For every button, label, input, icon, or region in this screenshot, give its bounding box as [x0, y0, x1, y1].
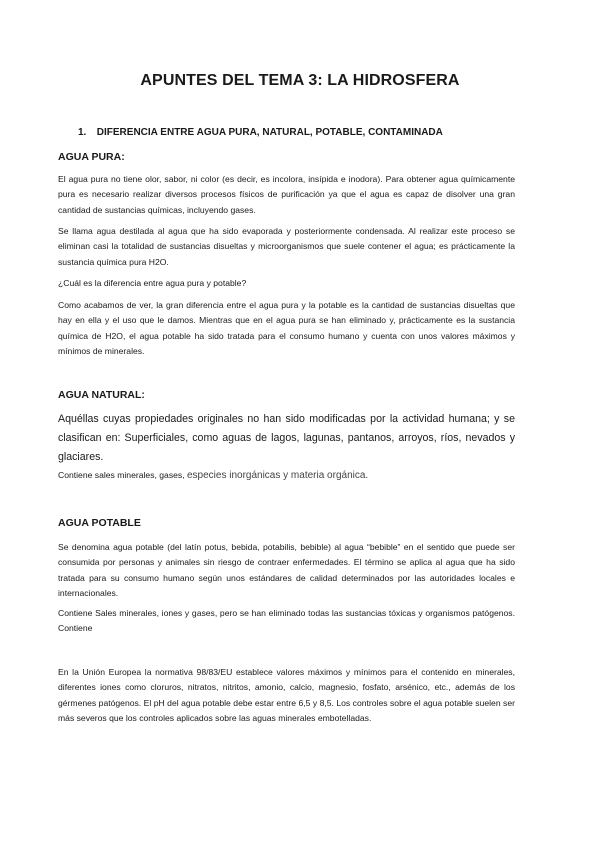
agua-potable-paragraph-1: Se denomina agua potable (del latín potus, bebida, potabilis, bebible) al agua “bebible” en el sentido que puede ser consumida por personas y animales sin riesgo de contraer enfermedades. El término se aplica al agua que ha sido tratada para su consumo humano según unos estándares de calidad determinados por las autoridades locales e internacionales.: [58, 542, 515, 598]
section-number: 1.: [78, 127, 87, 138]
section-heading-text: DIFERENCIA ENTRE AGUA PURA, NATURAL, POTABLE, CONTAMINADA: [96, 127, 443, 138]
section-heading: [78, 127, 443, 138]
agua-pura-paragraph-1: El agua pura no tiene olor, sabor, ni color (es decir, es incolora, insípida e inodora). Para obtener agua químicamente pura es necesario realizar diversos procesos físicos de purificación ya que el agua es capaz de disolver una gran cantidad de sustancias químicas, incluyendo gases.: [58, 174, 515, 215]
agua-potable-paragraph-2: Contiene Sales minerales, iones y gases, pero se han eliminado todas las sustancias tóxicas y organismos patógenos. Contiene: [58, 608, 515, 634]
agua-pura-question: ¿Cuál es la diferencia entre agua pura y potable?: [58, 278, 247, 288]
agua-natural-paragraph-2: [58, 468, 515, 483]
agua-pura-paragraph-3: Como acabamos de ver, la gran diferencia entre el agua pura y la potable es la cantidad de sustancias disueltas que hay en ella y el uso que le damos. Mientras que en el agua pura se han eliminado y, prácticamente es la sustancia química de H2O, el agua potable ha sido tratada para el consumo humano y cuenta con unos valores máximos y mínimos de minerales.: [58, 300, 515, 356]
agua-potable-paragraph-3: En la Unión Europea la normativa 98/83/EU establece valores máximos y mínimos para el contenido en minerales, diferentes iones como cloruros, nitratos, nitritos, amonio, calcio, magnesio, fosfato, arsénico, etc., además de los gérmenes patógenos. El pH del agua potable debe estar entre 6,5 y 8,5. Los controles sobre el agua potable suelen ser más severos que los controles aplicados sobre las aguas minerales embotelladas.: [58, 667, 515, 723]
agua-natural-paragraph-2-part-b: especies inorgánicas y materia orgánica.: [186, 470, 369, 481]
agua-natural-paragraph-1: Aquéllas cuyas propiedades originales no han sido modificadas por la actividad humana; y se clasifican en: Superficiales, como aguas de lagos, lagunas, pantanos, arroyos, ríos, nevados y glaciares.: [58, 413, 515, 463]
agua-natural-paragraph-2-part-a: Contiene sales minerales, gases,: [58, 470, 187, 480]
agua-potable-heading: AGUA POTABLE: [58, 517, 141, 529]
document-title: APUNTES DEL TEMA 3: LA HIDROSFERA: [140, 72, 460, 89]
agua-pura-paragraph-2: Se llama agua destilada al agua que ha sido evaporada y posteriormente condensada. Al realizar este proceso se eliminan casi la totalidad de sustancias disueltas y microorganismos que suele contener el agua; es prácticamente la sustancia química pura H2O.: [58, 226, 515, 267]
agua-pura-heading: AGUA PURA:: [58, 151, 125, 163]
agua-natural-heading: AGUA NATURAL:: [58, 389, 145, 401]
